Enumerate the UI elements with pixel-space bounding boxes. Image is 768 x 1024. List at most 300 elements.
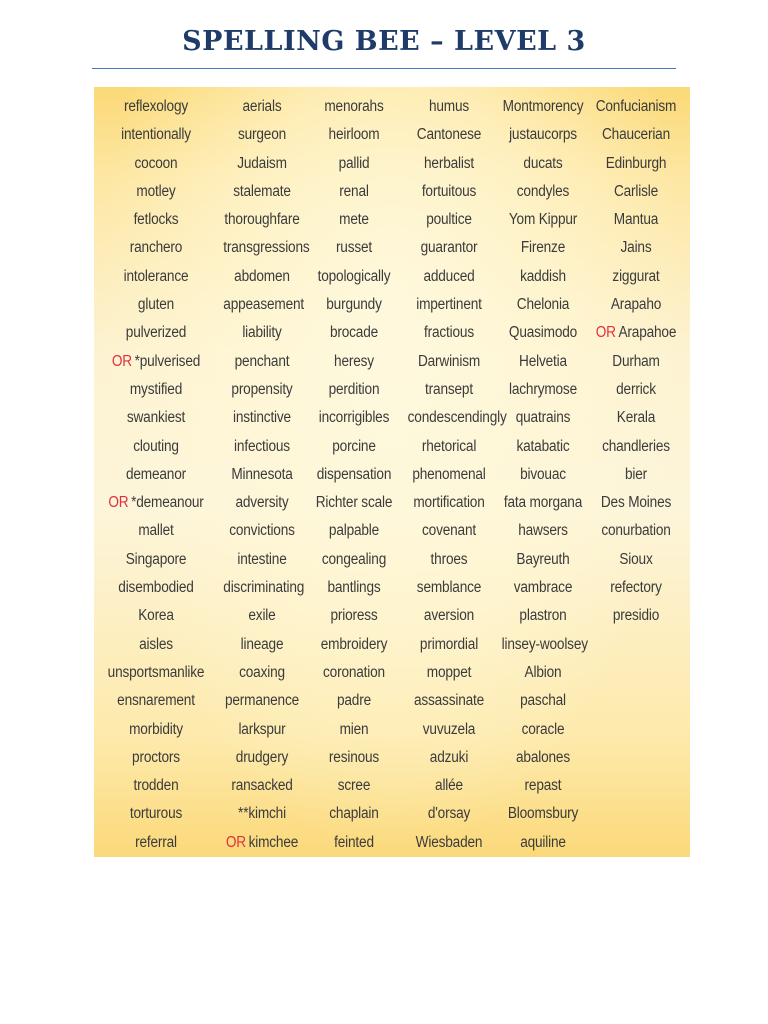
word-entry (101, 206, 210, 234)
word-entry (312, 489, 396, 517)
word-text: transept (425, 380, 473, 398)
word-entry (596, 150, 677, 178)
word-text: abalones (516, 748, 570, 766)
word-text: reflexology (123, 98, 189, 115)
word-entry (101, 574, 210, 602)
word-text: *pulverised (134, 352, 201, 370)
word-entry (101, 744, 210, 772)
word-text: Judaism (237, 154, 287, 172)
word-text: humus (428, 98, 470, 115)
word-text: presidio (612, 607, 660, 625)
word-text: ducats (523, 154, 563, 172)
word-text: motley (136, 182, 176, 200)
word-text: Montmorency (502, 98, 584, 115)
word-entry (408, 206, 491, 234)
word-text: menorahs (324, 98, 384, 115)
word-entry (101, 433, 210, 461)
word-entry (312, 687, 396, 715)
word-entry (312, 829, 396, 857)
word-entry (223, 602, 300, 630)
word-entry (502, 319, 585, 347)
word-entry (408, 93, 491, 121)
word-entry (223, 461, 300, 489)
word-text: bivouac (520, 465, 566, 483)
word-text: lachrymose (509, 380, 577, 398)
word-entry (223, 291, 305, 319)
word-entry (312, 178, 396, 206)
word-column-2 (218, 93, 310, 857)
word-entry (101, 687, 210, 715)
word-text: brocade (329, 324, 379, 342)
word-entry (101, 291, 210, 319)
word-text: liability (242, 324, 282, 342)
word-text: coronation (323, 663, 385, 681)
word-text: adduced (423, 267, 475, 285)
word-text: Confucianism (595, 98, 677, 115)
word-text: chaplain (329, 805, 379, 823)
word-entry (223, 206, 300, 234)
word-text: bantlings (327, 579, 381, 597)
word-entry (596, 376, 677, 404)
word-text: unsportsmanlike (107, 663, 205, 681)
word-text: d'orsay (427, 805, 471, 823)
word-text: dispensation (316, 465, 392, 483)
word-entry (223, 489, 300, 517)
word-text: permanence (224, 692, 300, 710)
word-text: throes (430, 550, 468, 568)
word-text: embroidery (320, 635, 388, 653)
word-text: linsey-woolsey (501, 635, 588, 653)
word-text: **kimchi (238, 805, 286, 823)
word-entry (223, 574, 305, 602)
word-entry (408, 121, 491, 149)
title-divider (92, 68, 676, 69)
word-text: pulverized (125, 324, 187, 342)
word-text: vuvuzela (422, 720, 476, 738)
word-text: Bloomsbury (507, 805, 579, 823)
word-entry (408, 574, 491, 602)
word-entry (312, 433, 396, 461)
word-text: scree (337, 777, 371, 795)
word-entry (502, 348, 585, 376)
word-entry (312, 631, 396, 659)
word-entry (312, 93, 396, 121)
word-entry (596, 234, 677, 262)
word-entry (408, 489, 491, 517)
word-text: kimchee (248, 833, 299, 851)
word-entry (223, 376, 300, 404)
word-text: topologically (317, 267, 391, 285)
word-text: stalemate (233, 182, 291, 200)
word-text: ranchero (129, 239, 183, 257)
word-text: mien (339, 720, 369, 738)
word-text: abdomen (234, 267, 290, 285)
word-entry (596, 206, 677, 234)
word-entry (223, 150, 300, 178)
word-column-5 (496, 93, 590, 857)
word-text: Cantonese (416, 126, 482, 144)
word-text: exile (248, 607, 276, 625)
word-entry (596, 178, 677, 206)
word-text: drudgery (235, 748, 289, 766)
word-text: allée (435, 777, 463, 795)
word-entry (408, 602, 491, 630)
word-entry (502, 574, 585, 602)
word-entry (502, 206, 585, 234)
word-text: semblance (416, 579, 482, 597)
word-entry (408, 461, 491, 489)
word-text: coracle (521, 720, 565, 738)
word-text: cocoon (134, 154, 178, 172)
word-entry (223, 433, 300, 461)
word-entry (502, 800, 585, 828)
word-entry (596, 517, 677, 545)
word-entry (408, 348, 491, 376)
word-entry (596, 291, 677, 319)
word-entry (596, 546, 677, 574)
word-text: Korea (138, 607, 174, 625)
word-grid (94, 93, 690, 857)
word-entry (101, 234, 210, 262)
word-text: pallid (338, 154, 370, 172)
word-text: Arapaho (610, 296, 662, 314)
word-text: Minnesota (231, 465, 293, 483)
word-text: Firenze (520, 239, 566, 257)
word-entry (312, 517, 396, 545)
word-text: discriminating (223, 579, 305, 597)
word-entry (101, 348, 210, 376)
word-entry (502, 150, 585, 178)
word-column-3 (306, 93, 402, 857)
word-text: derrick (616, 380, 656, 398)
word-entry (502, 376, 585, 404)
word-entry (101, 121, 210, 149)
word-text: repast (524, 777, 562, 795)
word-text: aversion (423, 607, 475, 625)
word-entry (223, 263, 300, 291)
or-label: OR (108, 494, 129, 512)
word-entry (502, 461, 585, 489)
word-entry (312, 404, 396, 432)
word-text: lineage (240, 635, 284, 653)
word-text: aquiline (520, 833, 566, 851)
word-text: padre (336, 692, 372, 710)
word-text: referral (135, 833, 177, 851)
word-text: fetlocks (133, 211, 179, 229)
word-column-6 (590, 93, 682, 857)
word-entry (408, 433, 491, 461)
word-text: disembodied (118, 579, 194, 597)
word-text: ensnarement (117, 692, 195, 710)
word-text: renal (339, 182, 369, 200)
word-entry (101, 829, 210, 857)
word-text: Jains (620, 239, 652, 257)
word-text: aisles (139, 635, 173, 653)
word-entry (312, 121, 396, 149)
or-label: OR (111, 352, 132, 370)
word-entry (223, 744, 300, 772)
word-entry (312, 772, 396, 800)
word-text: justaucorps (509, 126, 577, 144)
word-entry (312, 602, 396, 630)
word-entry (223, 93, 300, 121)
word-entry (223, 800, 300, 828)
word-text: Arapahoe (618, 324, 677, 342)
word-entry (408, 659, 491, 687)
word-entry (596, 433, 677, 461)
word-entry (596, 404, 677, 432)
word-entry (223, 772, 300, 800)
word-entry (596, 93, 677, 121)
word-text: torturous (129, 805, 183, 823)
word-text: resinous (328, 748, 380, 766)
word-text: assassinate (413, 692, 485, 710)
word-text: mete (339, 211, 369, 229)
word-text: coaxing (239, 663, 285, 681)
word-text: appeasement (223, 296, 305, 314)
word-entry (408, 291, 491, 319)
word-text: bier (624, 465, 648, 483)
word-text: Darwinism (417, 352, 481, 370)
word-entry (312, 659, 396, 687)
word-entry (312, 319, 396, 347)
word-text: trodden (133, 777, 179, 795)
word-entry (408, 263, 491, 291)
word-entry (502, 93, 585, 121)
word-text: plastron (519, 607, 567, 625)
word-text: propensity (231, 380, 293, 398)
word-text: fractious (424, 324, 474, 342)
word-text: Singapore (125, 550, 187, 568)
word-text: fata morgana (503, 494, 583, 512)
word-text: infectious (234, 437, 290, 455)
word-text: larkspur (238, 720, 286, 738)
word-text: transgressions (223, 239, 310, 257)
word-entry (408, 178, 491, 206)
word-text: Bayreuth (516, 550, 570, 568)
word-entry (223, 687, 300, 715)
word-text: chandleries (602, 437, 670, 455)
word-entry (101, 631, 210, 659)
word-entry (312, 263, 396, 291)
word-entry (223, 234, 310, 262)
word-entry (408, 319, 491, 347)
word-text: mortification (413, 494, 485, 512)
word-entry (408, 716, 491, 744)
word-entry (502, 404, 585, 432)
word-entry (408, 829, 491, 857)
word-entry (502, 517, 585, 545)
word-text: guarantor (420, 239, 478, 257)
word-entry (101, 461, 210, 489)
word-entry (312, 744, 396, 772)
word-text: moppet (426, 663, 472, 681)
word-entry (502, 659, 585, 687)
word-text: *demeanour (131, 494, 204, 512)
word-entry (101, 772, 210, 800)
word-entry (502, 263, 585, 291)
word-entry (502, 178, 585, 206)
page-title: SPELLING BEE – LEVEL 3 (182, 26, 586, 57)
word-entry (408, 800, 491, 828)
word-text: Des Moines (600, 494, 672, 512)
word-text: ziggurat (612, 267, 660, 285)
word-text: Wiesbaden (415, 833, 483, 851)
word-entry (312, 376, 396, 404)
word-entry (408, 772, 491, 800)
word-text: penchant (234, 352, 290, 370)
word-entry (101, 659, 210, 687)
word-text: Edinburgh (605, 154, 667, 172)
word-entry (312, 800, 396, 828)
word-text: hawsers (518, 522, 568, 540)
word-text: Helvetia (519, 352, 567, 370)
word-text: vambrace (513, 579, 573, 597)
word-entry (101, 716, 210, 744)
word-entry (596, 319, 677, 347)
word-entry (408, 376, 491, 404)
word-entry (596, 602, 677, 630)
word-entry (101, 517, 210, 545)
word-column-1 (94, 93, 218, 857)
word-text: proctors (132, 748, 180, 766)
word-text: phenomenal (412, 465, 486, 483)
word-text: Yom Kippur (508, 211, 578, 229)
word-text: katabatic (516, 437, 570, 455)
word-entry (502, 234, 585, 262)
word-text: paschal (520, 692, 566, 710)
word-text: Mantua (613, 211, 659, 229)
word-text: feinted (334, 833, 374, 851)
word-text: perdition (328, 380, 380, 398)
word-text: impertinent (416, 296, 482, 314)
word-text: conurbation (601, 522, 671, 540)
word-entry (502, 291, 585, 319)
word-entry (101, 800, 210, 828)
word-text: primordial (419, 635, 479, 653)
word-text: morbidity (129, 720, 183, 738)
word-entry (312, 206, 396, 234)
word-entry (223, 121, 300, 149)
word-text: adzuki (429, 748, 469, 766)
word-entry (101, 263, 210, 291)
or-label: OR (225, 833, 246, 851)
word-entry (596, 348, 677, 376)
word-entry (223, 178, 300, 206)
word-text: refectory (610, 579, 662, 597)
word-entry (408, 687, 491, 715)
word-entry (502, 433, 585, 461)
word-text: Quasimodo (508, 324, 578, 342)
word-text: thoroughfare (224, 211, 300, 229)
word-entry (223, 319, 300, 347)
word-entry (223, 631, 300, 659)
word-text: covenant (422, 522, 476, 540)
word-text: poultice (426, 211, 472, 229)
word-entry (596, 574, 677, 602)
or-label: OR (595, 324, 616, 342)
word-text: demeanor (125, 465, 187, 483)
word-text: Chelonia (516, 296, 570, 314)
word-text: heresy (334, 352, 374, 370)
word-entry (502, 716, 585, 744)
word-entry (223, 829, 300, 857)
word-text: intestine (237, 550, 287, 568)
word-entry (223, 716, 300, 744)
word-text: herbalist (424, 154, 474, 172)
word-text: fortuitous (421, 182, 477, 200)
word-entry (223, 659, 300, 687)
word-text: Durham (612, 352, 660, 370)
word-text: convictions (229, 522, 295, 540)
word-entry (101, 93, 210, 121)
word-entry (407, 404, 507, 432)
word-entry (408, 517, 491, 545)
word-text: gluten (137, 296, 175, 314)
word-entry (501, 631, 588, 659)
word-entry (223, 517, 300, 545)
word-text: condyles (516, 182, 570, 200)
word-entry (223, 404, 300, 432)
word-text: quatrains (515, 409, 571, 427)
word-entry (312, 716, 396, 744)
word-entry (502, 744, 585, 772)
word-entry (101, 178, 210, 206)
word-entry (408, 631, 491, 659)
word-text: incorrigibles (318, 409, 390, 427)
word-text: burgundy (326, 296, 382, 314)
word-entry (223, 546, 300, 574)
word-entry (101, 489, 210, 517)
word-text: intentionally (121, 126, 191, 144)
word-entry (101, 546, 210, 574)
word-text: palpable (328, 522, 380, 540)
word-entry (408, 150, 491, 178)
word-text: porcine (332, 437, 376, 455)
word-entry (101, 376, 210, 404)
word-entry (312, 150, 396, 178)
word-entry (502, 687, 585, 715)
word-text: adversity (235, 494, 289, 512)
word-entry (408, 744, 491, 772)
word-text: prioress (330, 607, 378, 625)
word-text: condescendingly (407, 409, 507, 427)
word-text: Richter scale (315, 494, 393, 512)
word-text: Carlisle (613, 182, 659, 200)
word-text: mallet (138, 522, 174, 540)
word-text: Chaucerian (601, 126, 671, 144)
word-text: heirloom (328, 126, 380, 144)
word-entry (502, 489, 585, 517)
word-entry (408, 546, 491, 574)
word-entry (408, 234, 491, 262)
word-entry (596, 489, 677, 517)
word-text: russet (335, 239, 373, 257)
word-entry (596, 461, 677, 489)
word-entry (312, 234, 396, 262)
word-text: intolerance (123, 267, 189, 285)
word-column-4 (402, 93, 507, 857)
word-entry (502, 602, 585, 630)
word-text: ransacked (231, 777, 293, 795)
word-entry (312, 348, 396, 376)
word-text: aerials (242, 98, 282, 115)
word-entry (312, 574, 396, 602)
word-text: mystified (129, 380, 183, 398)
word-entry (223, 348, 300, 376)
word-text: instinctive (233, 409, 291, 427)
word-text: congealing (321, 550, 387, 568)
